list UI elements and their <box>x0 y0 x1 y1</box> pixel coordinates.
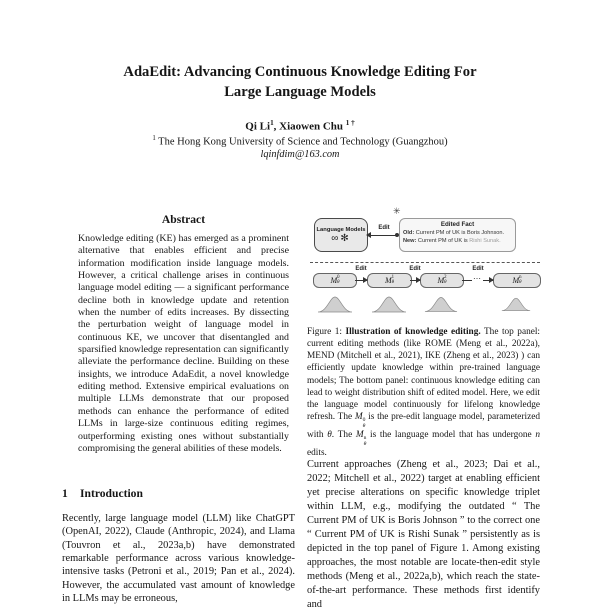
new-label: New: <box>403 237 417 244</box>
model-box-2 <box>420 273 464 288</box>
author-2: Xiaowen Chu <box>279 120 344 133</box>
introduction-paragraph: Recently, large language model (LLM) like ChatGPT (OpenAI, 2022), Claude (Anthropic, 2024), and Llama (Touvron et al., 2023a,b) have demonstrated remarkable performance across various knowledge-intensive tasks (Petroni et al., 2019; Pan et al., 2024). However, the accumulated vast amount of knowledge in LLMs may be erroneous, <box>62 513 295 605</box>
arrow-line <box>367 235 398 236</box>
sparkle-icon: ✳ <box>393 206 401 216</box>
title-line-2: Large Language Models <box>224 83 376 100</box>
edit-arrow-2-icon <box>410 277 420 283</box>
edit-label-2: Edit <box>409 266 421 272</box>
section-number: 1 <box>62 487 68 500</box>
author-line <box>0 119 600 133</box>
arrow-head-icon <box>489 277 494 283</box>
affiliation-text: The Hong Kong University of Science and Technology (Guangzhou) <box>155 136 448 148</box>
model-box-n <box>493 273 541 288</box>
model-symbol: M <box>384 276 392 285</box>
language-models-label: Language Models <box>316 226 366 233</box>
model-box-1 <box>367 273 412 288</box>
edited-fact-box <box>399 218 516 252</box>
model-sub: θ <box>337 279 340 285</box>
model-sub: θ <box>444 279 447 285</box>
edited-fact-old <box>403 230 512 238</box>
edit-arrow-1-icon <box>355 277 367 283</box>
old-label: Old: <box>403 230 415 236</box>
math-mn-base: M <box>355 430 364 441</box>
arrow-head-icon <box>363 277 368 283</box>
math-m0-base: M <box>354 412 363 423</box>
author-1: Qi Li <box>245 120 271 133</box>
math-n: n <box>535 430 540 441</box>
model-sup: 0 <box>337 274 340 280</box>
abstract-body: Knowledge editing (KE) has emerged as a prominent alternative that enables efficient and precise information modification inside language models. However, a critical challenge arises in continuous language model editing — a significant performance decline both in knowledge update and retention when the number of edits increases. By dissecting the perturbation weight of language model in continuous KE, we uncover that disentangled and sparsified knowledge representation can significantly alleviate the performance decline. Building on these insights, we introduce AdaEdit, a novel knowledge editing method. Extensive empirical evaluations on multiple LLMs demonstrate that our proposed methods can enhance the performance of edited LLMs in large-size continuous editing regimes, outperforming existing ones without substantially compromising the general abilities of these models. <box>78 233 289 454</box>
math-mn-sup: n <box>363 435 367 442</box>
math-theta: θ <box>327 430 332 441</box>
edited-fact-title: Edited Fact <box>440 221 475 228</box>
new-highlight: Rishi Sunak. <box>469 237 501 244</box>
edit-label-top: Edit <box>378 225 390 231</box>
model-supsub <box>337 276 339 285</box>
arrow-head-icon <box>366 232 371 238</box>
language-models-box <box>314 218 368 252</box>
title-line-1: AdaEdit: Advancing Continuous Knowledge Editing For <box>123 64 477 80</box>
caption-figure-label: Figure 1: <box>307 327 346 337</box>
model-symbol: M <box>330 276 338 285</box>
edit-label-1: Edit <box>355 266 367 272</box>
openai-icon: ✻ <box>340 232 351 244</box>
section-title: Introduction <box>80 487 143 500</box>
weight-distribution-curve-2 <box>424 295 458 313</box>
model-sub: θ <box>391 279 394 285</box>
meta-icon: ∞ <box>331 232 341 244</box>
model-sup: 2 <box>444 274 447 280</box>
math-m0-sup: 0 <box>362 417 366 424</box>
affiliation-mark: 1 <box>152 135 156 142</box>
caption-text-2: is the pre-edit language model, parameterized with <box>307 412 540 441</box>
arrow-head-icon <box>416 277 421 283</box>
model-sup: n <box>519 274 522 280</box>
panel-divider <box>310 262 540 263</box>
author-separator: , <box>273 120 280 133</box>
caption-text-4: is the language model that has undergone <box>366 430 536 441</box>
model-symbol: M <box>437 276 445 285</box>
right-column-paragraph: Current approaches (Zheng et al., 2023; Dai et al., 2022; Mitchell et al., 2022) target at enabling efficient yet precise alterations on specific knowledge triplet within LLM, e.g., modifying the outdated “ The Current PM of UK is Boris Johnson ” to the correct one “ Current PM of UK is Rishi Sunak ” persistently as is depicted in the top panel of Figure 1. Among existing approaches, the most notable are locate-then-edit style methods (Meng et al., 2022a,b), which reach the state-of-the-art performance. These methods first identify and <box>307 459 540 610</box>
weight-distribution-curve-n <box>501 295 531 313</box>
model-supsub <box>392 276 394 285</box>
paper-title <box>40 63 560 102</box>
model-sup: 1 <box>391 274 395 280</box>
weight-distribution-curve-1 <box>370 295 408 313</box>
edited-fact-new <box>403 238 512 246</box>
new-text: Current PM of UK is <box>416 237 470 244</box>
edit-label-3: Edit <box>472 266 484 272</box>
model-sub: θ <box>519 279 522 285</box>
affiliation <box>0 135 600 148</box>
model-supsub <box>519 276 521 285</box>
old-text: Current PM of UK is Boris Johnson. <box>414 230 505 236</box>
caption-text-1: The top panel: current editing methods (like ROME (Meng et al., 2022a), MEND (Mitchell et al., 2021), IKE (Zheng et al., 2023) ) can efficiently update knowledge within pre-trained language models; The bottom panel: continuous knowledge editing can lead to weight distribution shift of edited model. Here, we edit the language model continuously for lifelong knowledge refresh. The <box>307 327 541 423</box>
author-2-affiliation-mark: 1 † <box>345 119 355 127</box>
abstract-heading: Abstract <box>161 213 206 226</box>
ellipsis-dots: ⋯ <box>473 274 482 283</box>
edit-arrow-icon <box>367 232 398 238</box>
model-symbol: M <box>512 276 520 285</box>
figure-1-caption <box>307 326 540 459</box>
caption-text-3: . The <box>331 430 356 441</box>
model-supsub <box>444 276 446 285</box>
caption-bold: Illustration of knowledge editing. <box>345 327 481 337</box>
section-heading-introduction <box>62 487 295 500</box>
math-m0-sub: θ <box>362 422 366 429</box>
figure-1 <box>310 205 540 321</box>
caption-text-5: edits. <box>307 447 327 458</box>
weight-distribution-curve-0 <box>317 295 353 313</box>
model-logos <box>331 233 351 244</box>
email-link[interactable]: lqinfdim@163.com <box>260 149 340 160</box>
math-mn-sub: θ <box>363 440 367 447</box>
author-1-affiliation-mark: 1 <box>270 119 274 127</box>
model-box-0 <box>313 273 357 288</box>
